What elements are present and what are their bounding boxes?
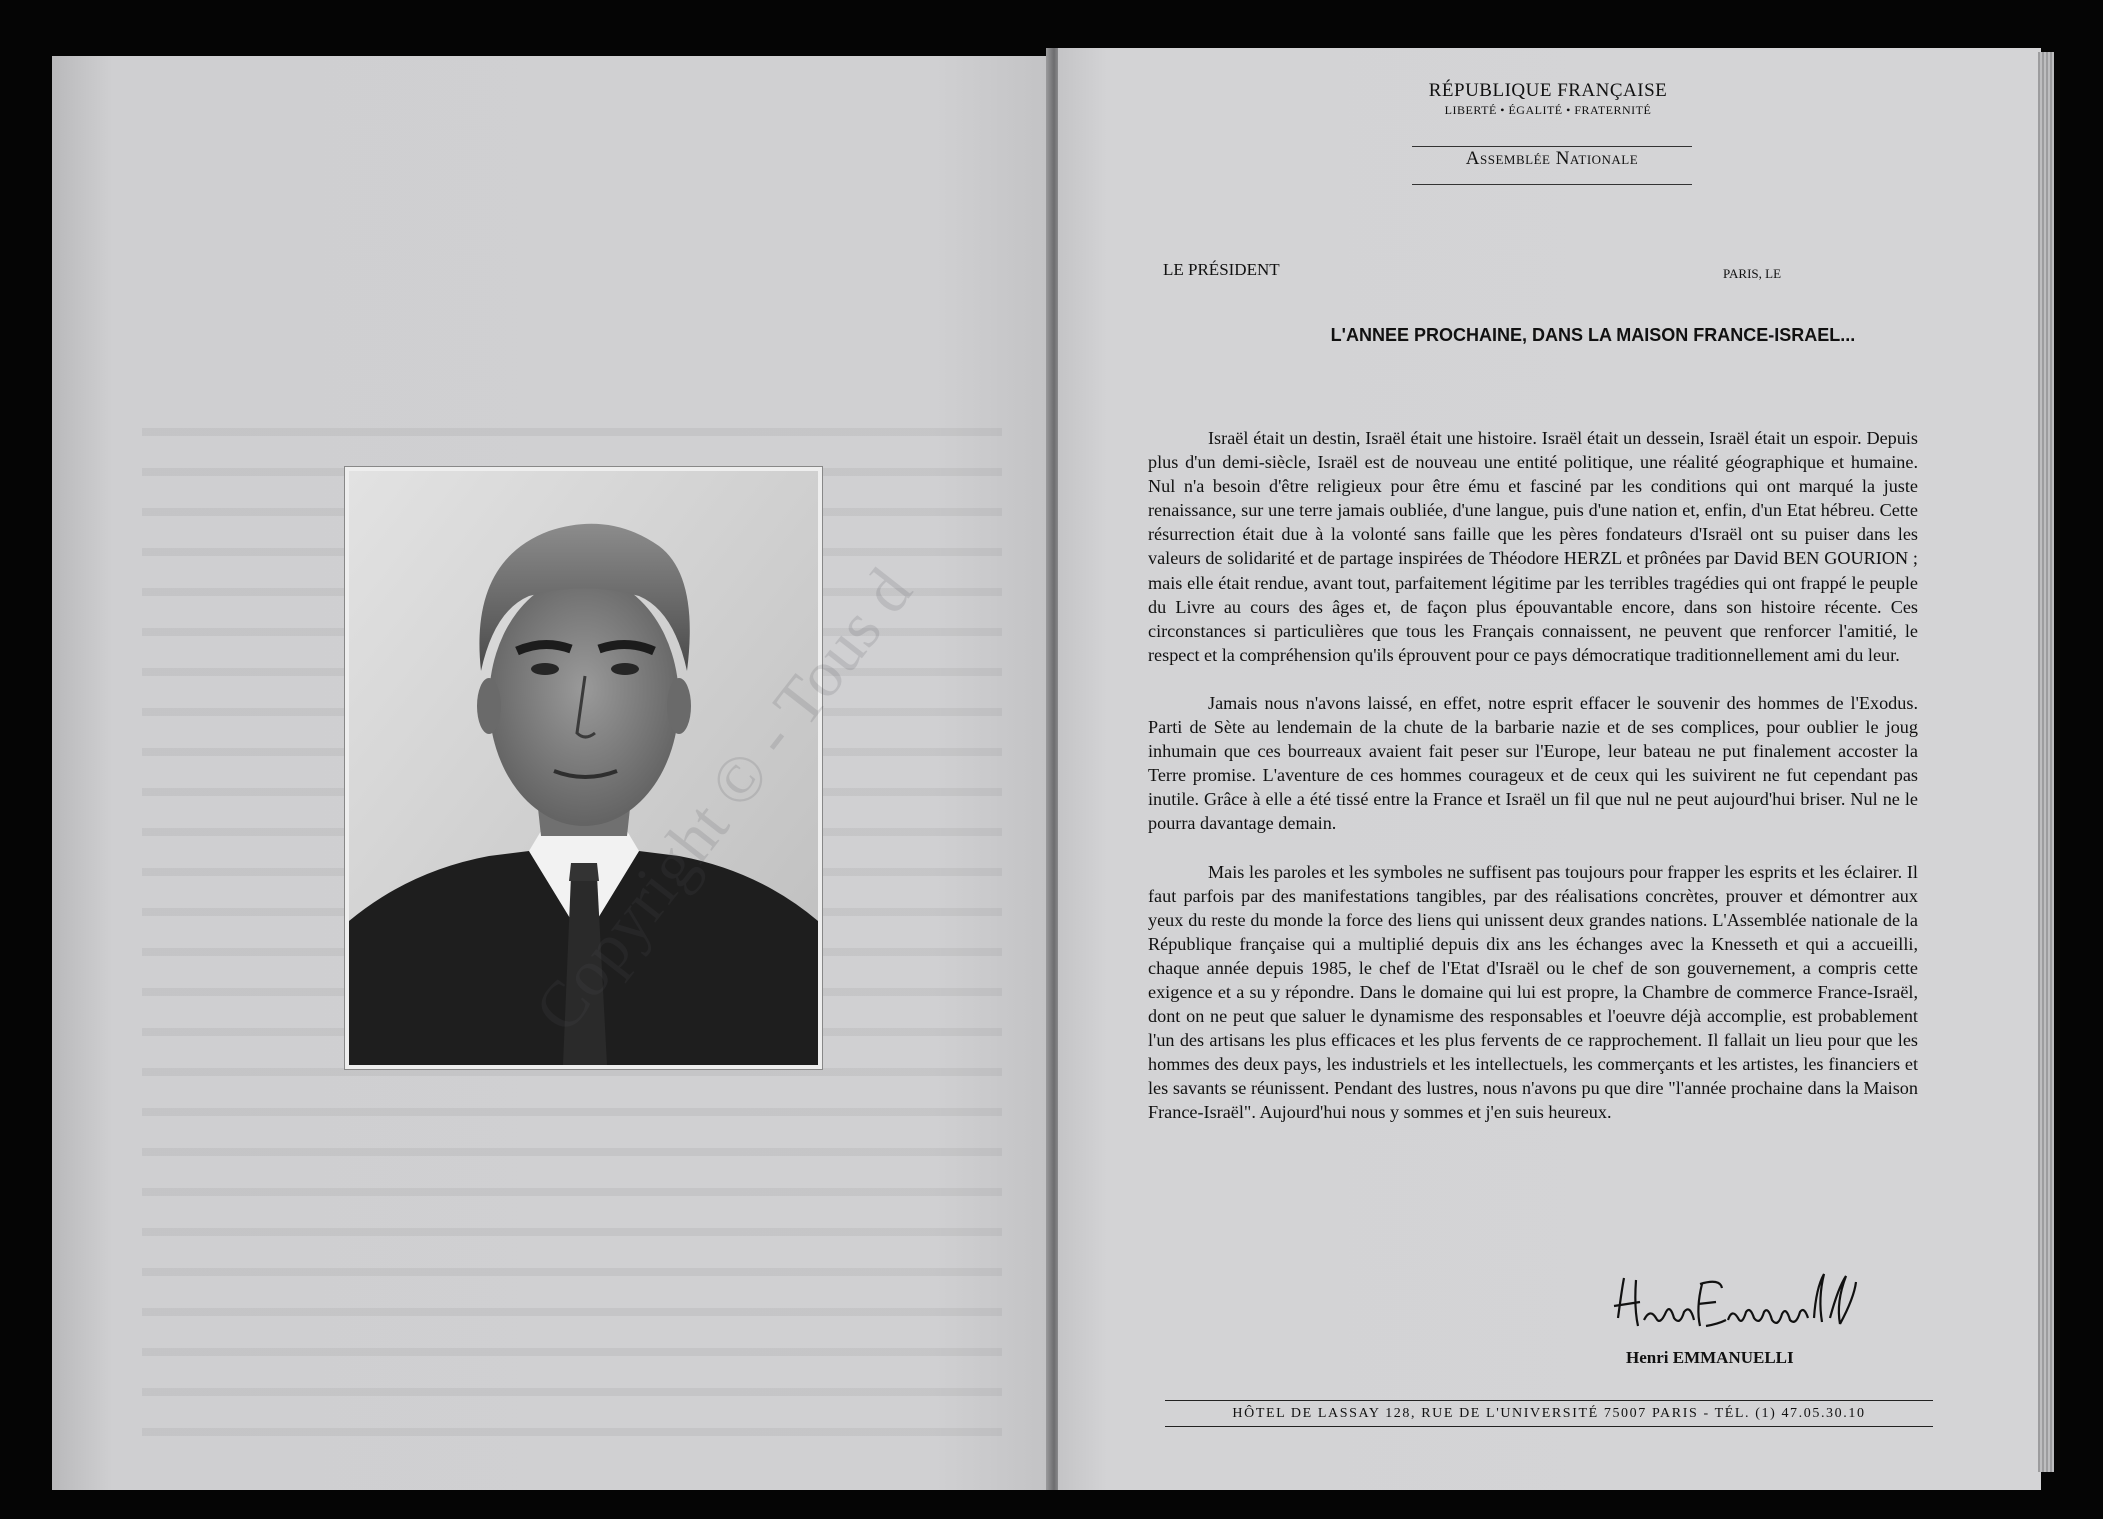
left-page [52,56,1054,1490]
portrait-image [349,471,818,1065]
letter-title: L'ANNEE PROCHAINE, DANS LA MAISON FRANCE-ISRAEL... [1330,325,1856,345]
paragraph: Mais les paroles et les symboles ne suffisent pas toujours pour frapper les esprits et les éclairer. Il faut parfois par des manifestations tangibles, par des réalisations concrètes, prouver et démontrer aux yeux du reste du monde la force des liens qui unissent deux grandes nations. L'Assemblée nationale de la République française qui a multiplié depuis dix ans les échanges avec la Knesseth et qui a accueilli, chaque année depuis 1985, le chef de l'Etat d'Israël ou le chef de son gouvernement, a compris cette exigence et a su y répondre. Dans le domaine qui lui est propre, la Chambre de commerce France-Israël, dont on ne peut que saluer le dynamisme des responsables et l'oeuvre déjà accomplie, est probablement l'un des artisans les plus efficaces et les plus fervents de ce rapprochement. Il fallait un lieu pour que les hommes des deux pays, les industriels et les intellectuels, les commerçants et les artistes, les financiers et les savants se réunissent. Pendant des lustres, nous n'avons pu que dire "l'année prochaine dans la Maison France-Israël". Aujourd'hui nous y sommes et j'en suis heureux. [1148,861,1918,1123]
handwritten-signature [1610,1268,1860,1338]
header-rule-top [1412,146,1692,147]
header-rule-bottom [1412,184,1692,185]
letter-body [1148,426,1918,1149]
footer-rule-top [1165,1400,1933,1401]
republic-title: RÉPUBLIQUE FRANÇAISE [1428,80,1668,101]
footer-rule-bottom [1165,1426,1933,1427]
republic-motto: LIBERTÉ • ÉGALITÉ • FRATERNITÉ [1444,103,1652,117]
place-date: PARIS, LE [1723,266,1782,281]
signatory-name: Henri EMMANUELLI [1626,1348,1794,1367]
republic-header [1408,80,1688,118]
right-page [1058,48,2041,1490]
address-footer: HÔTEL DE LASSAY 128, RUE DE L'UNIVERSITÉ 75007 PARIS - TÉL. (1) 47.05.30.10 [1232,1406,1866,1421]
paragraph: Israël était un destin, Israël était une histoire. Israël était un dessein, Israël était un espoir. Depuis plus d'un demi-siècle, Israël est de nouveau une entité politique, une réalité géographique et humaine. Nul n'a besoin d'être religieux pour être ému et fasciné par les conditions qui ont marqué la juste renaissance, sur une terre jamais oubliée, d'une langue, puis d'une nation et, enfin, d'un Etat hébreu. Cette résurrection était due à la volonté sans faille que les pères fondateurs d'Israël ont su puiser dans les valeurs de solidarité et de partage inspirées de Théodore HERZL et prônées par David BEN GOURION ; mais elle était rendue, avant tout, parfaitement légitime par les terribles tragédies qui ont frappé le peuple du Livre au cours des âges et, de façon plus épouvantable encore, dans son histoire récente. Ces circonstances si particulières que tous les Français connaissent, ne peuvent que renforcer l'amitié, le respect et la compréhension qu'ils éprouvent pour ce pays démocratique traditionnellement ami du leur. [1148,428,1918,665]
page-edges [2038,52,2054,1472]
institution-label: Assemblée Nationale [1465,148,1639,169]
portrait-photo [344,466,823,1070]
sender-label: LE PRÉSIDENT [1163,260,1280,279]
paragraph: Jamais nous n'avons laissé, en effet, notre esprit effacer le souvenir des hommes de l'Exodus. Parti de Sète au lendemain de la chute de la barbarie nazie et de ses complices, pour oublier le joug inhumain que ces bourreaux avaient fait peser sur l'Europe, leur bateau ne put finalement accoster la Terre promise. L'aventure de ces hommes courageux et de ceux qui les suivirent ne fut cependant pas inutile. Grâce à elle a été tissé entre la France et Israël un fil que nul ne peut aujourd'hui briser. Nul ne le pourra davantage demain. [1148,692,1918,834]
